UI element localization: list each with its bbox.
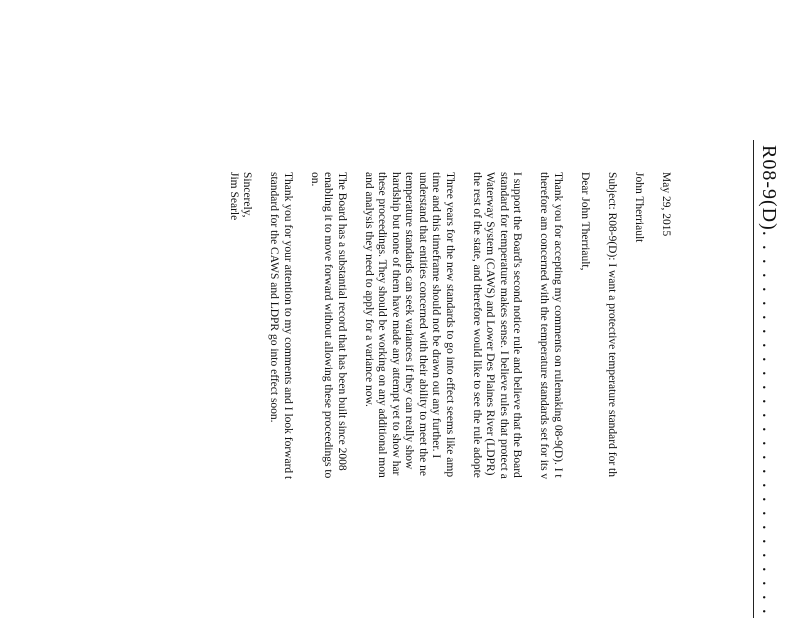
letter-subject: Subject: R08-9(D): I want a protective temperature standard for th — [606, 172, 618, 477]
text-line: time and this timeframe should not be drawn out any further. I — [430, 172, 443, 459]
text-line: Thank you for accepting my comments on rulemaking 08-9(D). I t — [552, 172, 564, 478]
text-line: I support the Board's second notice rule and believe that the Board — [511, 172, 524, 478]
paragraph-4 — [308, 172, 349, 618]
header-dots: . . . . . . . . . . . . . . . . . . . . . . . . . . . . — [758, 230, 780, 616]
text-line: temperature standards can seek variances if they can really show — [403, 172, 416, 470]
paragraph-2 — [470, 172, 524, 618]
text-line: on. — [309, 172, 321, 187]
paragraph-5 — [267, 172, 294, 618]
text-line: standard for the CAWS and LDPR go into effect soon. — [268, 172, 281, 423]
letter-recipient: John Therriault — [633, 172, 645, 243]
document-header — [757, 145, 780, 616]
text-line: these proceedings. They should be working on any additional mon — [376, 172, 389, 478]
text-line: Three years for the new standards to go into effect seems like amp — [444, 172, 456, 478]
letter-signature: Jim Searle — [228, 172, 240, 221]
text-line: understand that entities concerned with their ability to meet the ne — [417, 172, 429, 477]
letter-closing: Sincerely, — [241, 172, 254, 218]
text-line: Thank you for your attention to my comments and I look forward t — [282, 172, 294, 480]
docket-code: R08-9(D) — [758, 145, 780, 231]
text-line: hardship but none of them have made any attempt yet to show har — [390, 172, 402, 476]
letter-salutation: Dear John Therriault, — [579, 172, 591, 271]
letter-body — [227, 172, 673, 618]
paragraph-1 — [537, 172, 564, 618]
paragraph-3 — [362, 172, 457, 618]
text-line: enabling it to move forward without allowing these proceedings to — [322, 172, 335, 479]
text-line: standard for temperature makes sense. I believe rules that protect a — [498, 172, 510, 479]
text-line: therefore am concerned with the temperature standards set for its v — [538, 172, 551, 480]
text-line: and analysis they need to apply for a variance now. — [363, 172, 375, 407]
text-line: Waterway System (CAWS) and Lower Des Plaines River (LDPR) — [484, 172, 497, 476]
text-line: the rest of the state, and therefore would like to see the rule adopte — [471, 172, 483, 478]
text-line: The Board has a substantial record that has been built since 2008 — [336, 172, 348, 471]
letter-date: May 29, 2015 — [660, 172, 672, 237]
header-rule — [753, 140, 754, 618]
